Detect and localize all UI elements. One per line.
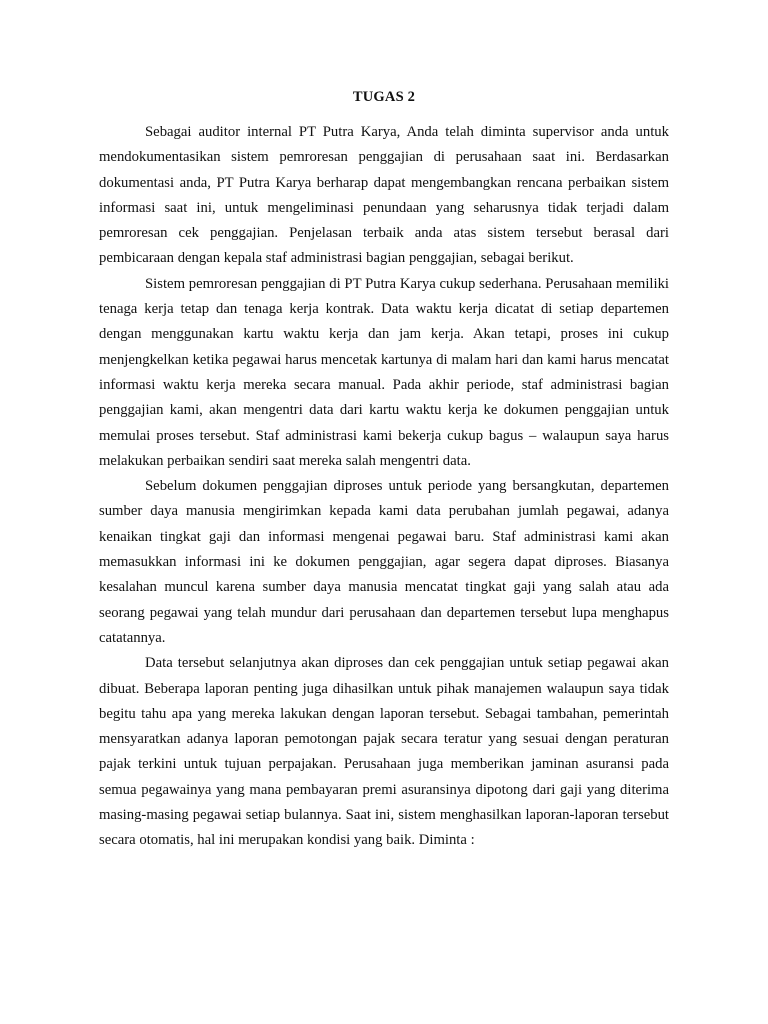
paragraph-3: Sebelum dokumen penggajian diproses untuk periode yang bersangkutan, departemen sumber daya manusia mengirimkan kepada kami data perubahan jumlah pegawai, adanya kenaikan tingkat gaji dan informasi mengenai pegawai baru. Staf administrasi kami akan memasukkan informasi ini ke dokumen penggajian, agar segera dapat diproses. Biasanya kesalahan muncul karena sumber daya manusia mencatat tingkat gaji yang salah atau ada seorang pegawai yang telah mundur dari perusahaan dan departemen tersebut lupa menghapus catatannya.: [99, 478, 669, 646]
paragraph-2: Sistem pemroresan penggajian di PT Putra Karya cukup sederhana. Perusahaan memiliki tenaga kerja tetap dan tenaga kerja kontrak. Data waktu kerja dicatat di setiap departemen dengan menggunakan kartu waktu kerja dan jam kerja. Akan tetapi, proses ini cukup menjengkelkan ketika pegawai harus mencetak kartunya di malam hari dan kami harus mencatat informasi waktu kerja mereka secara manual. Pada akhir periode, staf administrasi bagian penggajian kami, akan mengentri data dari kartu waktu kerja ke dokumen penggajian untuk memulai proses tersebut. Staf administrasi kami bekerja cukup bagus – walaupun saya harus melakukan perbaikan sendiri saat mereka salah mengentri data.: [99, 275, 669, 469]
document-body: [99, 120, 669, 854]
paragraph-4: Data tersebut selanjutnya akan diproses dan cek penggajian untuk setiap pegawai akan dibuat. Beberapa laporan penting juga dihasilkan untuk pihak manajemen walaupun saya tidak begitu tahu apa yang mereka lakukan dengan laporan tersebut. Sebagai tambahan, pemerintah mensyaratkan adanya laporan pemotongan pajak secara teratur yang sesuai dengan peraturan pajak terkini untuk tujuan perpajakan. Perusahaan juga memberikan jaminan asuransi pada semua pegawainya yang mana pembayaran premi asuransinya dipotong dari gaji yang diterima masing-masing pegawai setiap bulannya. Saat ini, sistem menghasilkan laporan-laporan tersebut secara otomatis, hal ini merupakan kondisi yang baik. Diminta :: [99, 655, 669, 849]
paragraph-1: Sebagai auditor internal PT Putra Karya, Anda telah diminta supervisor anda untuk mendokumentasikan sistem pemroresan penggajian di perusahaan saat ini. Berdasarkan dokumentasi anda, PT Putra Karya berharap dapat mengembangkan rencana perbaikan sistem informasi saat ini, untuk mengeliminasi penundaan yang seharusnya tidak terjadi dalam pemroresan cek penggajian. Penjelasan terbaik anda atas sistem tersebut berasal dari pembicaraan dengan kepala staf administrasi bagian penggajian, sebagai berikut.: [99, 124, 669, 267]
document-title: TUGAS 2: [352, 89, 416, 105]
